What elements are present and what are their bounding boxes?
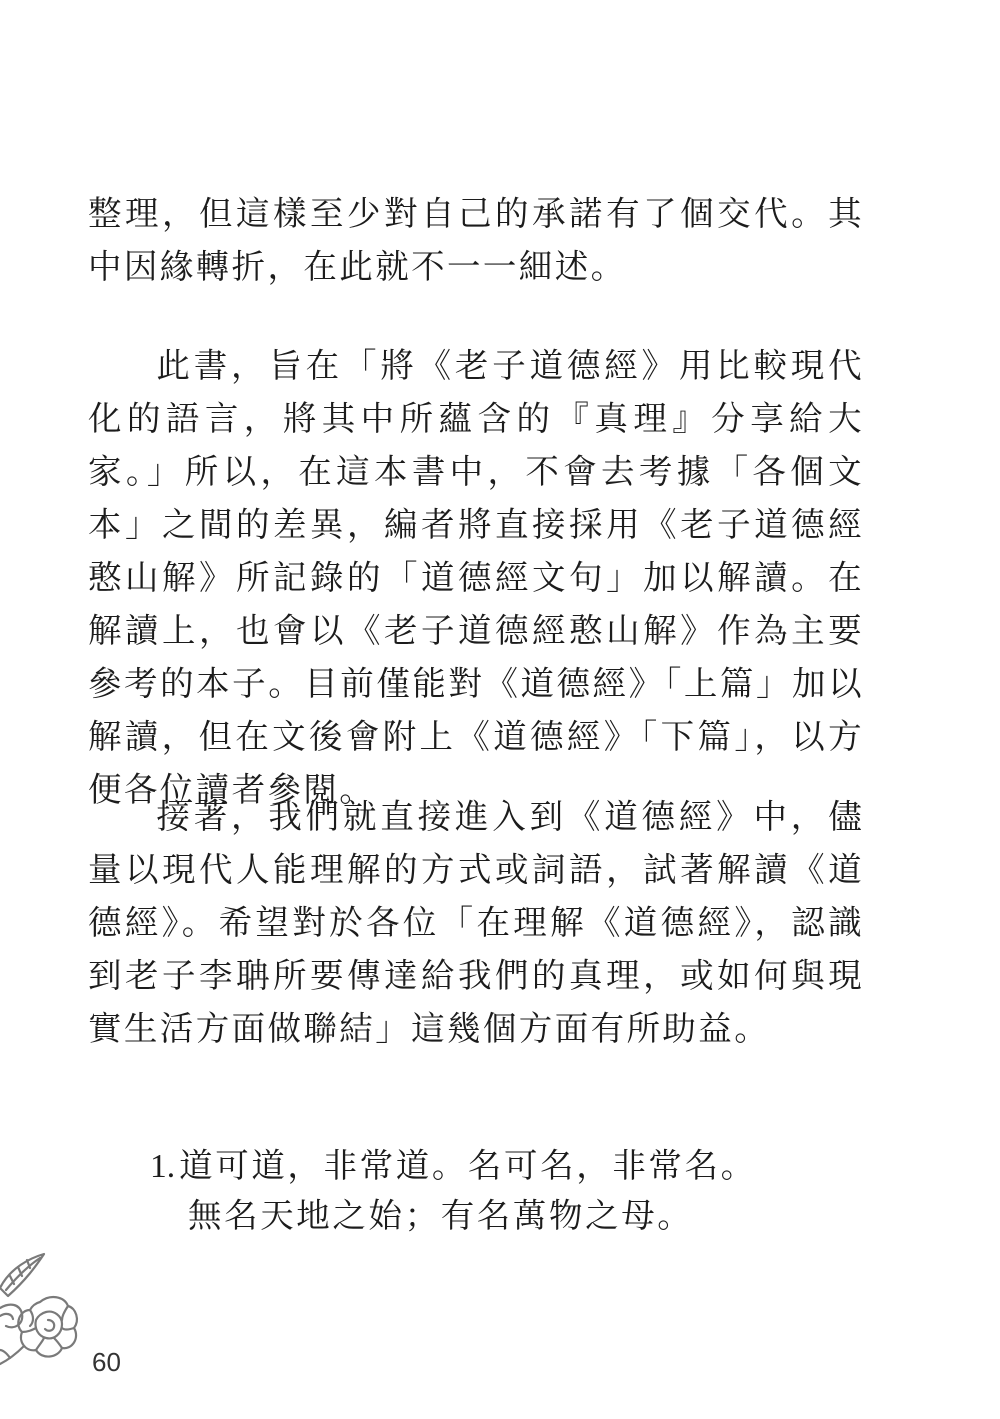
paragraph-text: 接著，我們就直接進入到《道德經》中，儘量以現代人能理解的方式或詞語，試著解讀《道德經》。希望對於各位「在理解《道德經》，認識到老子李聃所要傳達給我們的真理，或如何與現實生活方面做聯結」這幾個方面有所助益。 (88, 797, 864, 1048)
verse-line-1 (150, 1139, 757, 1193)
paragraph-book-purpose (88, 339, 864, 816)
verse-text: 道可道，非常道。名可名，非常名。 (179, 1146, 757, 1185)
floral-ornament-icon (0, 1250, 80, 1370)
paragraph-text: 整理，但這樣至少對自己的承諾有了個交代。其中因緣轉折，在此就不一一細述。 (88, 194, 864, 286)
paragraph-continuation (88, 187, 864, 293)
verse-number: 1. (150, 1148, 176, 1185)
page-number: 60 (92, 1347, 121, 1377)
paragraph-introduction (88, 790, 864, 1055)
paragraph-text: 此書，旨在「將《老子道德經》用比較現代化的語言，將其中所蘊含的『真理』分享給大家。」所以，在這本書中，不會去考據「各個文本」之間的差異，編者將直接採用《老子道德經憨山解》所記錄的「道德經文句」加以解讀。在解讀上，也會以《老子道德經憨山解》作為主要參考的本子。目前僅能對《道德經》「上篇」加以解讀，但在文後會附上《道德經》「下篇」，以方便各位讀者參閱。 (88, 346, 864, 809)
verse-text: 無名天地之始；有名萬物之母。 (188, 1196, 694, 1235)
verse-line-2 (188, 1189, 693, 1242)
